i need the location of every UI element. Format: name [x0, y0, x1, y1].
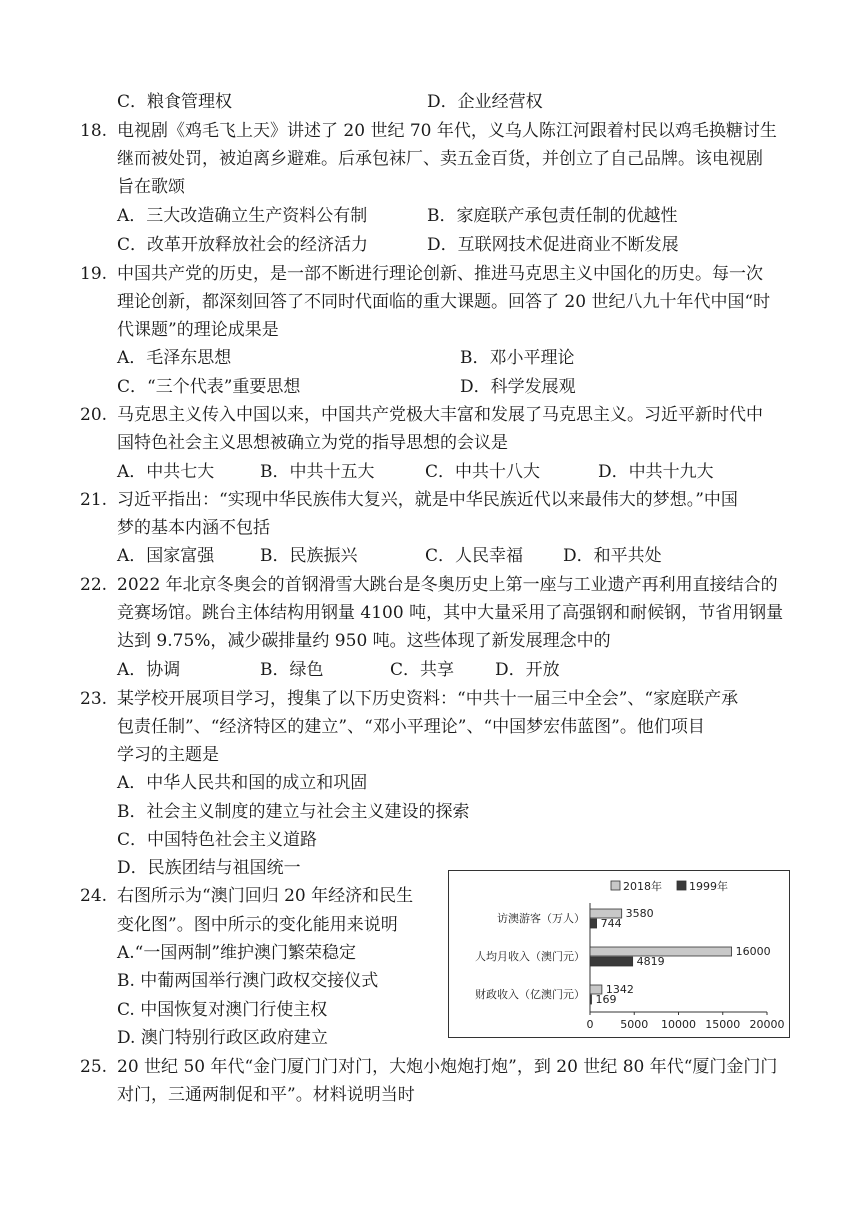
x-tick-label-4: 20000 [749, 1018, 785, 1031]
category-label-2: 财政收入（亿澳门元） [475, 988, 585, 1001]
q20-option-a[interactable]: A．中共七大 [117, 462, 215, 482]
q22-stem-line1: 2022 年北京冬奥会的首钢滑雪大跳台是冬奥历史上第一座与工业遗产再利用直接结合的 [117, 575, 778, 595]
q25-stem-line2: 对门，三通两制促和平”。材料说明当时 [117, 1085, 415, 1105]
q22-number: 22. [80, 575, 108, 595]
legend-label-1: 1999年 [689, 880, 728, 893]
q20-number: 20. [80, 405, 108, 425]
q23-stem-line3: 学习的主题是 [117, 745, 219, 765]
q23-stem-line1: 某学校开展项目学习，搜集了以下历史资料：“中共十一届三中全会”、“家庭联产承 [117, 689, 739, 709]
q18-stem-line1: 电视剧《鸡毛飞上天》讲述了 20 世纪 70 年代，义乌人陈江河跟着村民以鸡毛换糖讨生 [117, 121, 777, 141]
q19-number: 19. [80, 264, 108, 284]
q22-option-a[interactable]: A．协调 [117, 660, 181, 680]
macau-change-chart [448, 870, 790, 1038]
q24-option-b[interactable]: B. 中葡两国举行澳门政权交接仪式 [117, 971, 379, 991]
q23-option-d[interactable]: D．民族团结与祖国统一 [117, 858, 301, 878]
x-tick-label-1: 5000 [620, 1018, 649, 1031]
q21-option-d[interactable]: D．和平共处 [563, 546, 662, 566]
q20-stem-line1: 马克思主义传入中国以来，中国共产党极大丰富和发展了马克思主义。习近平新时代中 [117, 405, 763, 425]
q21-stem-line1: 习近平指出：“实现中华民族伟大复兴，就是中华民族近代以来最伟大的梦想。”中国 [117, 490, 738, 510]
q23-option-c[interactable]: C．中国特色社会主义道路 [117, 830, 318, 850]
q24-option-a[interactable]: A.“一国两制”维护澳门繁荣稳定 [117, 943, 357, 963]
q24-stem-line2: 变化图”。图中所示的变化能用来说明 [117, 915, 398, 935]
data-label-0-0: 3580 [625, 907, 654, 920]
q22-option-c[interactable]: C．共享 [390, 660, 455, 680]
q17-option-d[interactable]: D．企业经营权 [427, 92, 543, 112]
q20-option-b[interactable]: B．中共十五大 [260, 462, 375, 482]
q21-number: 21. [80, 490, 108, 510]
q21-stem-line2: 梦的基本内涵不包括 [117, 518, 270, 538]
q18-stem-line3: 旨在歌颂 [117, 177, 185, 197]
q20-option-d[interactable]: D．中共十九大 [598, 462, 714, 482]
q20-option-c[interactable]: C．中共十八大 [425, 462, 541, 482]
q19-stem-line3: 代课题”的理论成果是 [117, 320, 279, 340]
q23-number: 23. [80, 689, 108, 709]
q23-stem-line2: 包责任制”、“经济特区的建立”、“邓小平理论”、“中国梦宏伟蓝图”。他们项目 [117, 717, 705, 737]
q22-option-b[interactable]: B．绿色 [260, 660, 324, 680]
q24-number: 24. [80, 886, 108, 906]
data-label-2-1: 169 [595, 993, 617, 1006]
x-tick-label-0: 0 [586, 1018, 594, 1031]
data-label-2-0: 1342 [605, 983, 634, 996]
x-tick-label-3: 15000 [705, 1018, 741, 1031]
x-tick-label-2: 10000 [661, 1018, 696, 1031]
legend-swatch-1 [677, 881, 686, 890]
q19-option-a[interactable]: A．毛泽东思想 [117, 348, 232, 368]
q18-option-c[interactable]: C．改革开放释放社会的经济活力 [117, 235, 369, 255]
q23-option-a[interactable]: A．中华人民共和国的成立和巩固 [117, 773, 368, 793]
data-label-1-1: 4819 [636, 955, 665, 968]
chart-svg [449, 871, 789, 1037]
bar-2-1 [590, 995, 591, 1004]
q22-option-d[interactable]: D．开放 [495, 660, 560, 680]
q20-stem-line2: 国特色社会主义思想被确立为党的指导思想的会议是 [117, 433, 508, 453]
data-label-1-0: 16000 [735, 945, 771, 958]
data-label-0-1: 744 [600, 917, 622, 930]
q18-option-a[interactable]: A．三大改造确立生产资料公有制 [117, 206, 368, 226]
bar-1-1 [590, 957, 633, 966]
q21-option-c[interactable]: C．人民幸福 [425, 546, 524, 566]
q21-option-b[interactable]: B．民族振兴 [260, 546, 358, 566]
q17-option-c[interactable]: C．粮食管理权 [117, 92, 233, 112]
q25-number: 25. [80, 1057, 108, 1077]
legend-swatch-0 [611, 881, 620, 890]
bar-0-1 [590, 919, 597, 928]
q19-option-c[interactable]: C．“三个代表”重要思想 [117, 377, 301, 397]
q19-stem-line2: 理论创新，都深刻回答了不同时代面临的重大课题。回答了 20 世纪八九十年代中国“时 [117, 292, 771, 312]
q22-stem-line3: 达到 9.75%，减少碳排量约 950 吨。这些体现了新发展理念中的 [117, 631, 611, 651]
legend-label-0: 2018年 [623, 880, 662, 893]
q23-option-b[interactable]: B．社会主义制度的建立与社会主义建设的探索 [117, 802, 470, 822]
q24-option-c[interactable]: C. 中国恢复对澳门行使主权 [117, 1000, 328, 1020]
category-label-1: 人均月收入（澳门元） [475, 950, 585, 963]
q18-option-d[interactable]: D．互联网技术促进商业不断发展 [427, 235, 679, 255]
q19-option-d[interactable]: D．科学发展观 [460, 377, 576, 397]
q22-stem-line2: 竞赛场馆。跳台主体结构用钢量 4100 吨，其中大量采用了高强钢和耐候钢，节省用钢量 [117, 603, 784, 623]
q19-option-b[interactable]: B．邓小平理论 [460, 348, 575, 368]
q24-stem-line1: 右图所示为“澳门回归 20 年经济和民生 [117, 886, 414, 906]
q21-option-a[interactable]: A．国家富强 [117, 546, 215, 566]
q18-stem-line2: 继而被处罚，被迫离乡避难。后承包袜厂、卖五金百货，并创立了自己品牌。该电视剧 [117, 149, 763, 169]
q18-option-b[interactable]: B．家庭联产承包责任制的优越性 [427, 206, 678, 226]
q25-stem-line1: 20 世纪 50 年代“金门厦门门对门，大炮小炮炮打炮”，到 20 世纪 80 年代“厦门金门门 [117, 1057, 778, 1077]
q19-stem-line1: 中国共产党的历史，是一部不断进行理论创新、推进马克思主义中国化的历史。每一次 [117, 264, 763, 284]
q24-option-d[interactable]: D. 澳门特别行政区政府建立 [117, 1028, 328, 1048]
q18-number: 18. [80, 121, 108, 141]
category-label-0: 访澳游客（万人） [497, 912, 585, 925]
